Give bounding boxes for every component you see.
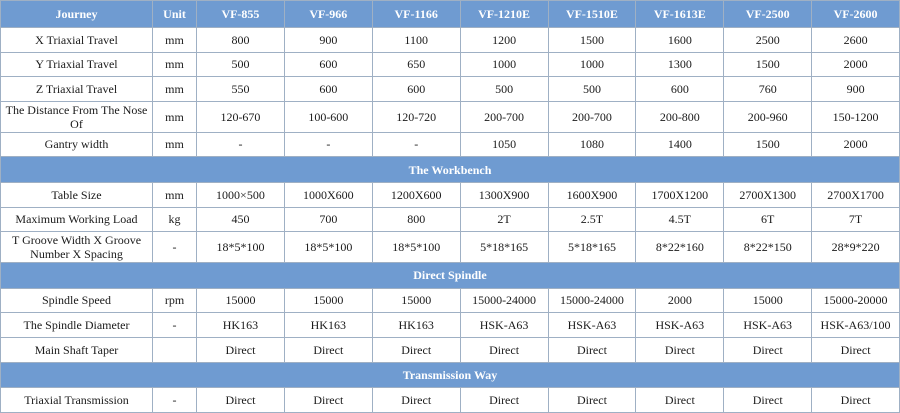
section-row	[1, 362, 900, 388]
value-cell: Direct	[724, 337, 812, 362]
table-row	[1, 288, 900, 313]
value-cell: 120-670	[197, 101, 285, 132]
unit-cell: rpm	[153, 288, 197, 313]
value-cell: 600	[284, 52, 372, 77]
unit-cell: mm	[153, 77, 197, 102]
value-cell: 800	[197, 28, 285, 53]
unit-cell: -	[153, 232, 197, 263]
value-cell: 1500	[724, 52, 812, 77]
value-cell: 2700X1300	[724, 182, 812, 207]
table-row	[1, 337, 900, 362]
row-label: Maximum Working Load	[1, 207, 153, 232]
header-model: VF-966	[284, 1, 372, 28]
table-row	[1, 77, 900, 102]
value-cell: 100-600	[284, 101, 372, 132]
row-label: T Groove Width X Groove Number X Spacing	[1, 232, 153, 263]
row-label: Table Size	[1, 182, 153, 207]
value-cell: 1600	[636, 28, 724, 53]
table-row	[1, 388, 900, 413]
value-cell: 600	[372, 77, 460, 102]
value-cell: 700	[284, 207, 372, 232]
value-cell: 2500	[724, 28, 812, 53]
row-label: The Spindle Diameter	[1, 313, 153, 338]
value-cell: 500	[197, 52, 285, 77]
value-cell: HSK-A63/100	[812, 313, 900, 338]
table-row	[1, 232, 900, 263]
row-label: Main Shaft Taper	[1, 337, 153, 362]
unit-cell: -	[153, 388, 197, 413]
value-cell: 6T	[724, 207, 812, 232]
value-cell: Direct	[812, 337, 900, 362]
row-label: Y Triaxial Travel	[1, 52, 153, 77]
value-cell: HSK-A63	[460, 313, 548, 338]
value-cell: 2000	[812, 132, 900, 157]
row-label: Spindle Speed	[1, 288, 153, 313]
unit-cell: mm	[153, 101, 197, 132]
value-cell: 760	[724, 77, 812, 102]
section-title: The Workbench	[1, 157, 900, 183]
unit-cell: mm	[153, 182, 197, 207]
value-cell: 1300X900	[460, 182, 548, 207]
value-cell: 500	[548, 77, 636, 102]
table-row	[1, 28, 900, 53]
header-model: VF-1510E	[548, 1, 636, 28]
value-cell: 18*5*100	[372, 232, 460, 263]
value-cell: HK163	[372, 313, 460, 338]
value-cell: 2700X1700	[812, 182, 900, 207]
value-cell: 800	[372, 207, 460, 232]
value-cell: 550	[197, 77, 285, 102]
value-cell: -	[372, 132, 460, 157]
value-cell: 15000	[724, 288, 812, 313]
row-label: Triaxial Transmission	[1, 388, 153, 413]
value-cell: 600	[636, 77, 724, 102]
value-cell: Direct	[372, 337, 460, 362]
value-cell: 200-700	[548, 101, 636, 132]
value-cell: 120-720	[372, 101, 460, 132]
value-cell: Direct	[724, 388, 812, 413]
value-cell: 500	[460, 77, 548, 102]
value-cell: Direct	[197, 388, 285, 413]
value-cell: -	[197, 132, 285, 157]
value-cell: 1500	[724, 132, 812, 157]
table-row	[1, 207, 900, 232]
value-cell: Direct	[460, 388, 548, 413]
value-cell: 900	[284, 28, 372, 53]
table-row	[1, 52, 900, 77]
unit-cell: mm	[153, 28, 197, 53]
section-title: Transmission Way	[1, 362, 900, 388]
header-row	[1, 1, 900, 28]
header-model: VF-2600	[812, 1, 900, 28]
unit-cell: mm	[153, 132, 197, 157]
value-cell: HSK-A63	[724, 313, 812, 338]
header-model: VF-1166	[372, 1, 460, 28]
value-cell: Direct	[548, 337, 636, 362]
value-cell: 1080	[548, 132, 636, 157]
unit-cell: mm	[153, 52, 197, 77]
value-cell: 1100	[372, 28, 460, 53]
header-model: VF-1613E	[636, 1, 724, 28]
row-label: The Distance From The Nose Of	[1, 101, 153, 132]
value-cell: 4.5T	[636, 207, 724, 232]
value-cell: 1500	[548, 28, 636, 53]
value-cell: Direct	[636, 337, 724, 362]
header-model: VF-855	[197, 1, 285, 28]
value-cell: Direct	[460, 337, 548, 362]
value-cell: 1000	[548, 52, 636, 77]
unit-cell: -	[153, 313, 197, 338]
value-cell: 15000	[197, 288, 285, 313]
value-cell: 150-1200	[812, 101, 900, 132]
value-cell: 1400	[636, 132, 724, 157]
row-label: X Triaxial Travel	[1, 28, 153, 53]
header-model: VF-1210E	[460, 1, 548, 28]
unit-cell	[153, 337, 197, 362]
value-cell: 1700X1200	[636, 182, 724, 207]
value-cell: 7T	[812, 207, 900, 232]
value-cell: 1000	[460, 52, 548, 77]
value-cell: 1200X600	[372, 182, 460, 207]
header-journey: Journey	[1, 1, 153, 28]
value-cell: Direct	[372, 388, 460, 413]
value-cell: 18*5*100	[284, 232, 372, 263]
value-cell: 450	[197, 207, 285, 232]
value-cell: 15000	[284, 288, 372, 313]
value-cell: HSK-A63	[636, 313, 724, 338]
value-cell: 650	[372, 52, 460, 77]
value-cell: 2600	[812, 28, 900, 53]
value-cell: 1600X900	[548, 182, 636, 207]
value-cell: 28*9*220	[812, 232, 900, 263]
header-unit: Unit	[153, 1, 197, 28]
value-cell: 2T	[460, 207, 548, 232]
row-label: Gantry width	[1, 132, 153, 157]
table-header	[1, 1, 900, 28]
table-row	[1, 132, 900, 157]
value-cell: HK163	[284, 313, 372, 338]
section-title: Direct Spindle	[1, 263, 900, 289]
value-cell: 2000	[636, 288, 724, 313]
unit-cell: kg	[153, 207, 197, 232]
value-cell: Direct	[197, 337, 285, 362]
value-cell: 1200	[460, 28, 548, 53]
value-cell: 1000×500	[197, 182, 285, 207]
value-cell: -	[284, 132, 372, 157]
value-cell: 200-700	[460, 101, 548, 132]
value-cell: 1000X600	[284, 182, 372, 207]
value-cell: Direct	[636, 388, 724, 413]
value-cell: 15000-24000	[460, 288, 548, 313]
value-cell: Direct	[284, 388, 372, 413]
value-cell: 900	[812, 77, 900, 102]
value-cell: 1050	[460, 132, 548, 157]
value-cell: 15000-20000	[812, 288, 900, 313]
section-row	[1, 157, 900, 183]
value-cell: HSK-A63	[548, 313, 636, 338]
value-cell: 1300	[636, 52, 724, 77]
value-cell: 200-960	[724, 101, 812, 132]
value-cell: Direct	[812, 388, 900, 413]
value-cell: 5*18*165	[548, 232, 636, 263]
value-cell: Direct	[284, 337, 372, 362]
table-body	[1, 28, 900, 413]
value-cell: 15000	[372, 288, 460, 313]
value-cell: 8*22*150	[724, 232, 812, 263]
value-cell: 18*5*100	[197, 232, 285, 263]
value-cell: 600	[284, 77, 372, 102]
value-cell: Direct	[548, 388, 636, 413]
value-cell: 5*18*165	[460, 232, 548, 263]
table-row	[1, 313, 900, 338]
section-row	[1, 263, 900, 289]
value-cell: 200-800	[636, 101, 724, 132]
value-cell: 8*22*160	[636, 232, 724, 263]
value-cell: 2.5T	[548, 207, 636, 232]
table-row	[1, 182, 900, 207]
value-cell: 15000-24000	[548, 288, 636, 313]
row-label: Z Triaxial Travel	[1, 77, 153, 102]
value-cell: HK163	[197, 313, 285, 338]
value-cell: 2000	[812, 52, 900, 77]
header-model: VF-2500	[724, 1, 812, 28]
table-row	[1, 101, 900, 132]
